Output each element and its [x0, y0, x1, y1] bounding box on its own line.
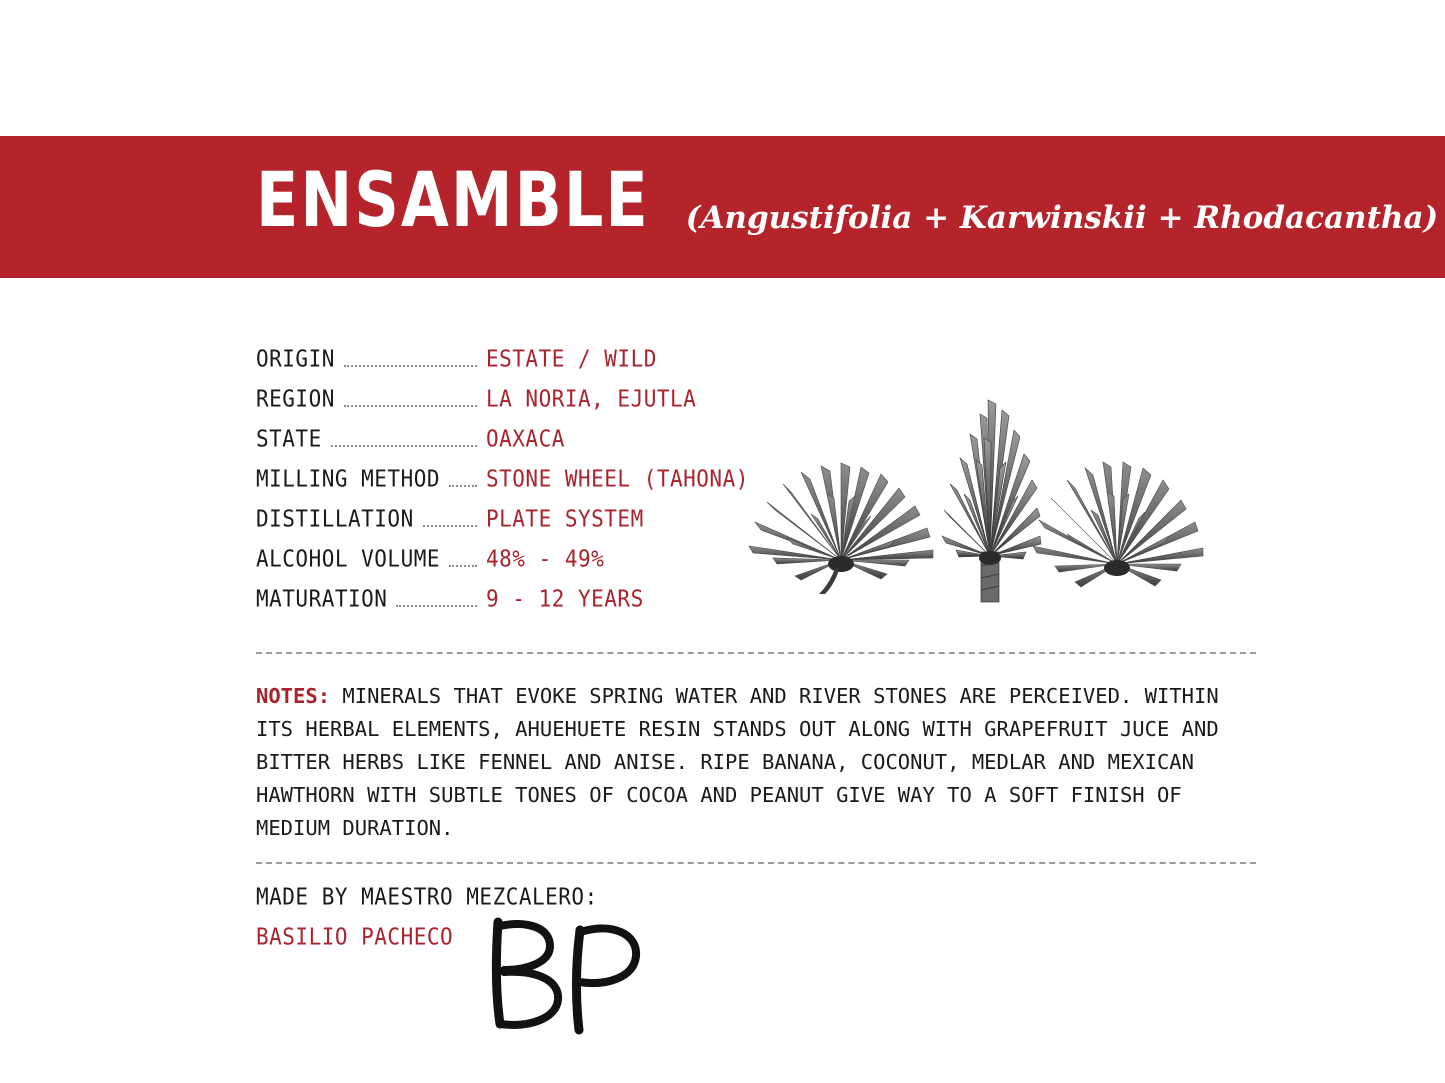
page-title: ENSAMBLE: [256, 155, 650, 245]
agave-plants-illustration: [745, 388, 1205, 626]
spec-leader-dots: [396, 604, 477, 607]
maker-title: MADE BY MAESTRO MEZCALERO:: [256, 883, 598, 910]
spec-row: [256, 425, 776, 468]
spec-label-milling-method: MILLING METHOD: [256, 465, 441, 492]
spec-value-distillation: PLATE SYSTEM: [486, 505, 644, 532]
spec-label-distillation: DISTILLATION: [256, 505, 414, 532]
spec-row: [256, 465, 776, 508]
spec-leader-dots: [449, 484, 477, 487]
divider-bottom: [256, 862, 1256, 864]
spec-label-state: STATE: [256, 425, 322, 452]
spec-label-maturation: MATURATION: [256, 585, 388, 612]
spec-label-region: REGION: [256, 385, 335, 412]
spec-value-origin: ESTATE / WILD: [486, 345, 657, 372]
header-band: [0, 136, 1445, 278]
spec-label-origin: ORIGIN: [256, 345, 335, 372]
spec-row: [256, 585, 776, 628]
spec-value-alcohol-volume: 48% - 49%: [486, 545, 605, 572]
spec-row: [256, 345, 776, 388]
spec-value-state: OAXACA: [486, 425, 565, 452]
spec-table: [256, 345, 776, 628]
spec-row: [256, 545, 776, 588]
spec-leader-dots: [449, 564, 477, 567]
spec-value-maturation: 9 - 12 YEARS: [486, 585, 644, 612]
spec-value-milling-method: STONE WHEEL (TAHONA): [486, 465, 749, 492]
tasting-notes: [256, 680, 1256, 845]
spec-label-alcohol-volume: ALCOHOL VOLUME: [256, 545, 441, 572]
spec-leader-dots: [344, 404, 477, 407]
divider-top: [256, 652, 1256, 654]
page-subtitle: (Angustifolia + Karwinskii + Rhodacantha): [685, 200, 1439, 236]
spec-row: [256, 385, 776, 428]
notes-label: NOTES:: [256, 684, 331, 708]
spec-value-region: LA NORIA, EJUTLA: [486, 385, 697, 412]
spec-leader-dots: [423, 524, 477, 527]
spec-leader-dots: [331, 444, 477, 447]
notes-body: MINERALS THAT EVOKE SPRING WATER AND RIVER STONES ARE PERCEIVED. WITHIN ITS HERBAL ELEMENTS, AHUEHUETE RESIN STANDS OUT ALONG WITH GRAPEFRUIT JUCE AND BITTER HERBS LIKE FENNEL AND ANISE. RIPE BANANA, COCONUT, MEDLAR AND MEXICAN HAWTHORN WITH SUBTLE TONES OF COCOA AND PEANUT GIVE WAY TO A SOFT FINISH OF MEDIUM DURATION.: [256, 684, 1219, 840]
signature-initials: [484, 912, 654, 1042]
maker-name: BASILIO PACHECO: [256, 923, 454, 950]
spec-leader-dots: [344, 364, 477, 367]
header-title-group: [0, 155, 1439, 245]
spec-row: [256, 505, 776, 548]
